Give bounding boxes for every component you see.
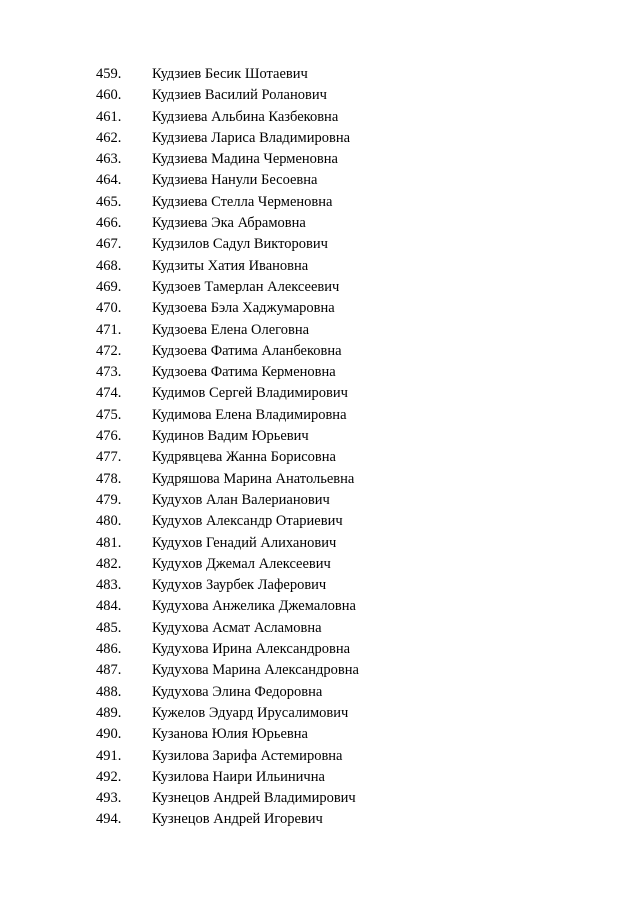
list-item <box>96 149 576 170</box>
list-item <box>96 469 576 490</box>
list-item <box>96 554 576 575</box>
entry-number: 462. <box>96 129 122 146</box>
entry-name: Кудухова Марина Александровна <box>152 662 359 679</box>
list-item <box>96 618 576 639</box>
list-item <box>96 639 576 660</box>
entry-number: 485. <box>96 619 122 636</box>
entry-name: Кудзоев Тамерлан Алексеевич <box>152 278 340 295</box>
entry-number: 476. <box>96 428 122 445</box>
list-item <box>96 320 576 341</box>
entry-name: Кудзиева Мадина Черменовна <box>152 151 338 168</box>
entry-name: Кузилова Наири Ильинична <box>152 768 325 785</box>
entry-number: 467. <box>96 236 122 253</box>
list-item <box>96 575 576 596</box>
entry-name: Кудухов Генадий Алиханович <box>152 534 337 551</box>
entry-number: 491. <box>96 747 122 764</box>
entry-number: 468. <box>96 257 122 274</box>
list-item <box>96 256 576 277</box>
entry-name: Кудухова Ирина Александровна <box>152 641 351 658</box>
list-item <box>96 213 576 234</box>
entry-number: 487. <box>96 662 122 679</box>
list-item <box>96 682 576 703</box>
list-item <box>96 405 576 426</box>
entry-name: Кузилова Зарифа Астемировна <box>152 747 343 764</box>
entry-number: 464. <box>96 172 122 189</box>
entry-name: Кудзилов Садул Викторович <box>152 236 328 253</box>
entry-number: 475. <box>96 406 122 423</box>
entry-name: Кудзиева Альбина Казбековна <box>152 108 339 125</box>
list-item <box>96 85 576 106</box>
entry-number: 492. <box>96 768 122 785</box>
entry-number: 477. <box>96 449 122 466</box>
entry-number: 478. <box>96 470 122 487</box>
entry-name: Кудухов Джемал Алексеевич <box>152 555 331 572</box>
list-item <box>96 533 576 554</box>
entry-number: 460. <box>96 87 122 104</box>
list-item <box>96 277 576 298</box>
entry-number: 489. <box>96 704 122 721</box>
entry-name: Кузанова Юлия Юрьевна <box>152 726 308 743</box>
list-item <box>96 746 576 767</box>
list-item <box>96 660 576 681</box>
entry-name: Кузнецов Андрей Владимирович <box>152 790 356 807</box>
list-item <box>96 809 576 830</box>
entry-name: Кудзоева Бэла Хаджумаровна <box>152 300 335 317</box>
list-item <box>96 596 576 617</box>
list-item <box>96 703 576 724</box>
entry-number: 493. <box>96 790 122 807</box>
list-item <box>96 128 576 149</box>
entry-name: Кудзоева Фатима Керменовна <box>152 364 336 381</box>
entry-number: 479. <box>96 491 122 508</box>
entry-number: 469. <box>96 278 122 295</box>
list-item <box>96 447 576 468</box>
entry-name: Кудимова Елена Владимировна <box>152 406 347 423</box>
list-item <box>96 234 576 255</box>
entry-name: Кудзиева Лариса Владимировна <box>152 129 351 146</box>
entry-number: 466. <box>96 215 122 232</box>
entry-number: 465. <box>96 193 122 210</box>
entry-number: 490. <box>96 726 122 743</box>
entry-name: Кудинов Вадим Юрьевич <box>152 428 309 445</box>
entry-name: Кузнецов Андрей Игоревич <box>152 811 323 828</box>
entry-number: 459. <box>96 66 122 82</box>
entry-name: Кудзиева Эка Абрамовна <box>152 215 306 232</box>
list-item <box>96 383 576 404</box>
entry-name: Кудимов Сергей Владимирович <box>152 385 348 402</box>
entry-name: Кудухова Анжелика Джемаловна <box>152 598 356 615</box>
list-item <box>96 64 576 85</box>
entry-name: Кудзиева Нанули Бесоевна <box>152 172 318 189</box>
entry-name: Кудухов Заурбек Лаферович <box>152 577 327 594</box>
entry-number: 471. <box>96 321 122 338</box>
entry-name: Кудряшова Марина Анатольевна <box>152 470 355 487</box>
entry-name: Кудрявцева Жанна Борисовна <box>152 449 336 466</box>
list-item <box>96 298 576 319</box>
list-item <box>96 362 576 383</box>
entry-name: Кудзиев Василий Роланович <box>152 87 327 104</box>
list-item <box>96 490 576 511</box>
list-item <box>96 341 576 362</box>
name-list <box>96 64 576 831</box>
list-item <box>96 724 576 745</box>
list-item <box>96 170 576 191</box>
entry-number: 472. <box>96 342 122 359</box>
entry-name: Кудзиев Бесик Шотаевич <box>152 66 308 82</box>
entry-name: Кудухов Алан Валерианович <box>152 491 330 508</box>
entry-name: Кудухов Александр Отариевич <box>152 513 343 530</box>
entry-number: 463. <box>96 151 122 168</box>
entry-number: 481. <box>96 534 122 551</box>
entry-name: Кудухова Элина Федоровна <box>152 683 323 700</box>
entry-name: Кудзиты Хатия Ивановна <box>152 257 309 274</box>
entry-number: 494. <box>96 811 122 828</box>
entry-number: 484. <box>96 598 122 615</box>
entry-number: 470. <box>96 300 122 317</box>
entry-number: 483. <box>96 577 122 594</box>
list-item <box>96 511 576 532</box>
list-item <box>96 107 576 128</box>
list-item <box>96 788 576 809</box>
list-item <box>96 192 576 213</box>
entry-number: 488. <box>96 683 122 700</box>
entry-name: Кудухова Асмат Асламовна <box>152 619 322 636</box>
entry-number: 474. <box>96 385 122 402</box>
entry-number: 473. <box>96 364 122 381</box>
list-item <box>96 426 576 447</box>
entry-name: Кудзоева Елена Олеговна <box>152 321 310 338</box>
entry-name: Кудзоева Фатима Аланбековна <box>152 342 342 359</box>
list-item <box>96 767 576 788</box>
entry-name: Кужелов Эдуард Ирусалимович <box>152 704 349 721</box>
entry-number: 480. <box>96 513 122 530</box>
entry-number: 486. <box>96 641 122 658</box>
entry-number: 482. <box>96 555 122 572</box>
entry-number: 461. <box>96 108 122 125</box>
entry-name: Кудзиева Стелла Черменовна <box>152 193 333 210</box>
